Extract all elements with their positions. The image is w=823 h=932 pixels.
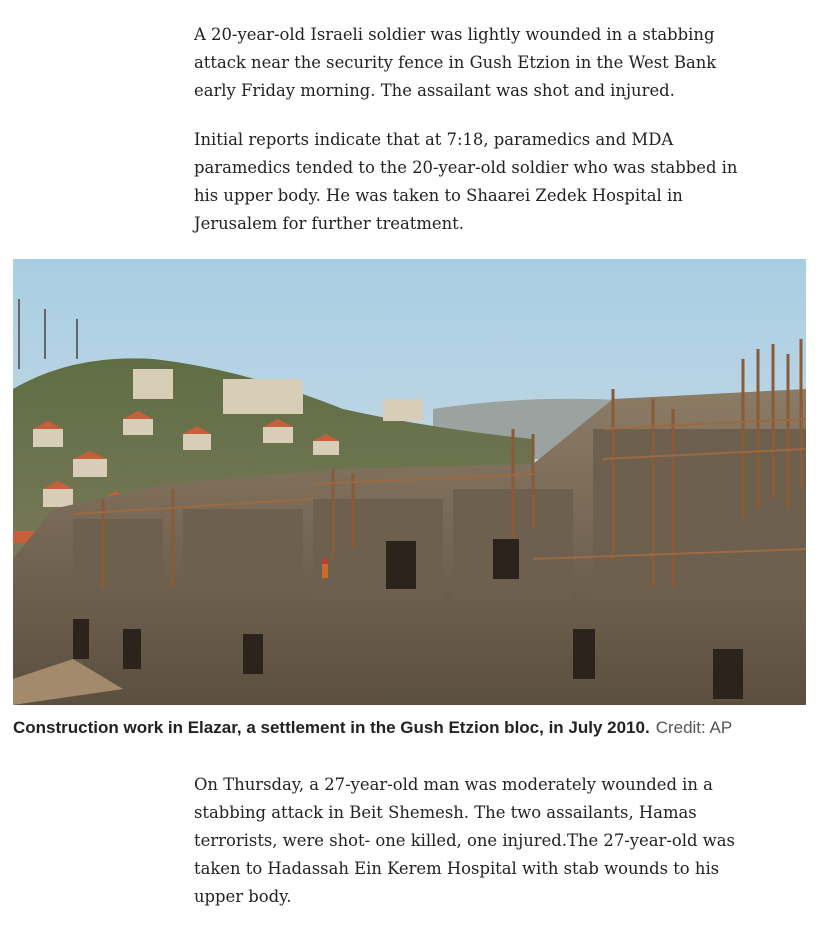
caption-text: Construction work in Elazar, a settlement in the Gush Etzion bloc, in July 2010. — [13, 718, 650, 737]
photo-caption — [13, 716, 813, 740]
photo-credit: Credit: AP — [655, 718, 733, 737]
article-paragraph-3: On Thursday, a 27-year-old man was moderately wounded in a stabbing attack in Beit Shemesh. The two assailants, Hamas terrorists, were shot- one killed, one injured.The 27-year-old was taken to Hadassah Ein Kerem Hospital with stab wounds to his upper body. — [194, 775, 735, 906]
article-paragraph-2: Initial reports indicate that at 7:18, paramedics and MDA paramedics tended to the 20-year-old soldier who was stabbed in his upper body. He was taken to Shaarei Zedek Hospital in Jerusalem for further treatment. — [194, 130, 738, 233]
article-paragraph-1: A 20-year-old Israeli soldier was lightly wounded in a stabbing attack near the security fence in Gush Etzion in the West Bank early Friday morning. The assailant was shot and injured. — [194, 25, 717, 100]
article-photo — [13, 259, 806, 705]
